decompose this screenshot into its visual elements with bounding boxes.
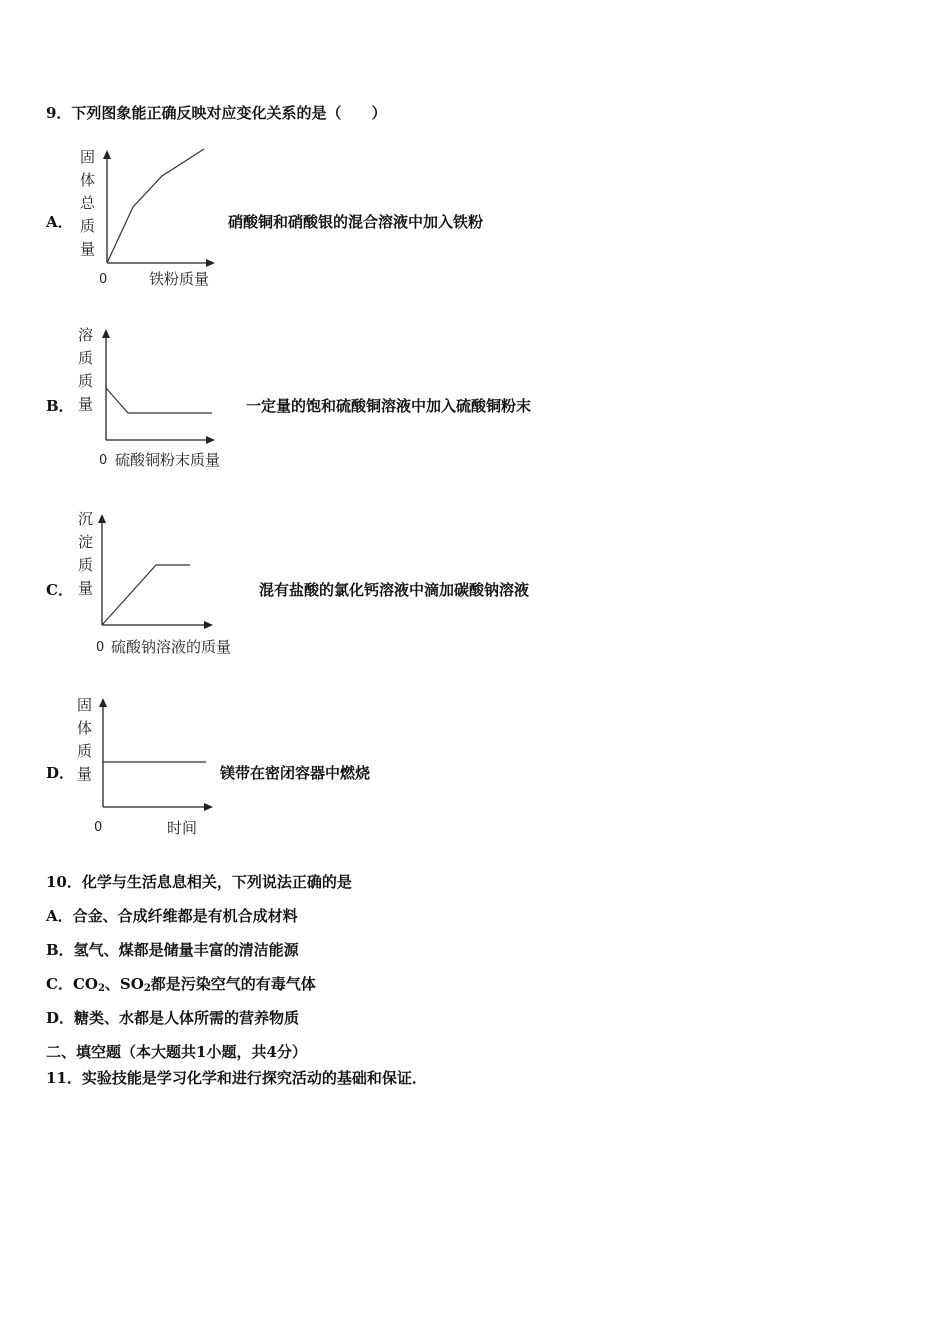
graph-a-origin: 0 — [99, 272, 108, 287]
graph-c-x-arrow — [204, 621, 213, 629]
graph-a-x-arrow — [206, 259, 215, 267]
q10-option-c-sub2: 2 — [143, 983, 151, 994]
graph-d-x-arrow — [204, 803, 213, 811]
graph-c-ylabel-2: 淀 — [78, 533, 94, 551]
graph-c — [70, 504, 270, 664]
q10-option-a: A．合金、合成纤维都是有机合成材料 — [46, 907, 298, 925]
q11-stem: 11．实验技能是学习化学和进行探究活动的基础和保证． — [46, 1069, 427, 1087]
option-b-desc: 一定量的饱和硫酸铜溶液中加入硫酸铜粉末 — [246, 397, 532, 415]
option-d-letter: D． — [46, 764, 75, 782]
graph-b-ylabel-3: 质 — [78, 372, 94, 390]
graph-b-origin: 0 — [99, 453, 108, 468]
graph-b-ylabel-1: 溶 — [78, 326, 94, 344]
option-b-letter: B． — [46, 397, 74, 415]
graph-b-ylabel-2: 质 — [78, 349, 94, 367]
graph-c-curve — [102, 565, 190, 625]
graph-a-xlabel: 铁粉质量 — [149, 270, 210, 288]
q10-option-c-sub1: 2 — [97, 983, 105, 994]
graph-c-origin: 0 — [96, 640, 105, 655]
graph-d-y-arrow — [99, 698, 107, 707]
graph-a-ylabel-3: 总 — [80, 194, 96, 212]
graph-d-ylabel-4: 量 — [77, 765, 93, 783]
graph-a-ylabel-1: 固 — [80, 148, 96, 166]
section-2-heading: 二、填空题（本大题共1小题，共4分） — [46, 1043, 307, 1061]
graph-c-xlabel: 硫酸钠溶液的质量 — [111, 638, 232, 656]
graph-a-y-arrow — [103, 150, 111, 159]
graph-b-xlabel: 硫酸铜粉末质量 — [115, 451, 221, 469]
graph-a — [70, 140, 230, 300]
graph-d-ylabel-2: 体 — [77, 719, 93, 737]
q10-option-c-mid: 、SO — [104, 975, 144, 993]
q10-option-d: D．糖类、水都是人体所需的营养物质 — [46, 1009, 300, 1027]
graph-d — [70, 688, 230, 848]
graph-c-ylabel-4: 量 — [78, 579, 94, 597]
q10-option-b: B．氢气、煤都是储量丰富的清洁能源 — [46, 941, 299, 959]
graph-b-ylabel-4: 量 — [78, 395, 94, 413]
graph-d-ylabel-1: 固 — [77, 696, 93, 714]
graph-a-ylabel-4: 质 — [80, 217, 96, 235]
graph-b — [70, 320, 250, 480]
graph-b-y-arrow — [102, 329, 110, 338]
q10-option-c-suffix: 都是污染空气的有毒气体 — [150, 975, 316, 993]
option-a-desc: 硝酸铜和硝酸银的混合溶液中加入铁粉 — [228, 213, 484, 231]
graph-b-curve — [106, 388, 212, 413]
q10-option-c — [46, 973, 316, 994]
graph-a-ylabel-2: 体 — [80, 171, 96, 189]
graph-c-ylabel-3: 质 — [78, 556, 94, 574]
option-c-letter: C． — [46, 581, 73, 599]
q10-stem: 10．化学与生活息息相关，下列说法正确的是 — [46, 873, 352, 891]
graph-d-ylabel-3: 质 — [77, 742, 93, 760]
graph-d-origin: 0 — [94, 820, 103, 835]
graph-c-ylabel-1: 沉 — [78, 510, 94, 528]
graph-b-x-arrow — [206, 436, 215, 444]
q10-option-c-prefix: C．CO — [46, 975, 98, 993]
option-a-letter: A． — [46, 213, 73, 231]
option-d-desc: 镁带在密闭容器中燃烧 — [220, 764, 371, 782]
graph-a-curve — [107, 149, 204, 263]
graph-d-xlabel: 时间 — [167, 819, 198, 837]
option-c-desc: 混有盐酸的氯化钙溶液中滴加碳酸钠溶液 — [259, 581, 530, 599]
graph-a-ylabel-5: 量 — [80, 240, 96, 258]
q9-stem: 9．下列图象能正确反映对应变化关系的是（ ） — [46, 104, 387, 122]
graph-c-y-arrow — [98, 514, 106, 523]
